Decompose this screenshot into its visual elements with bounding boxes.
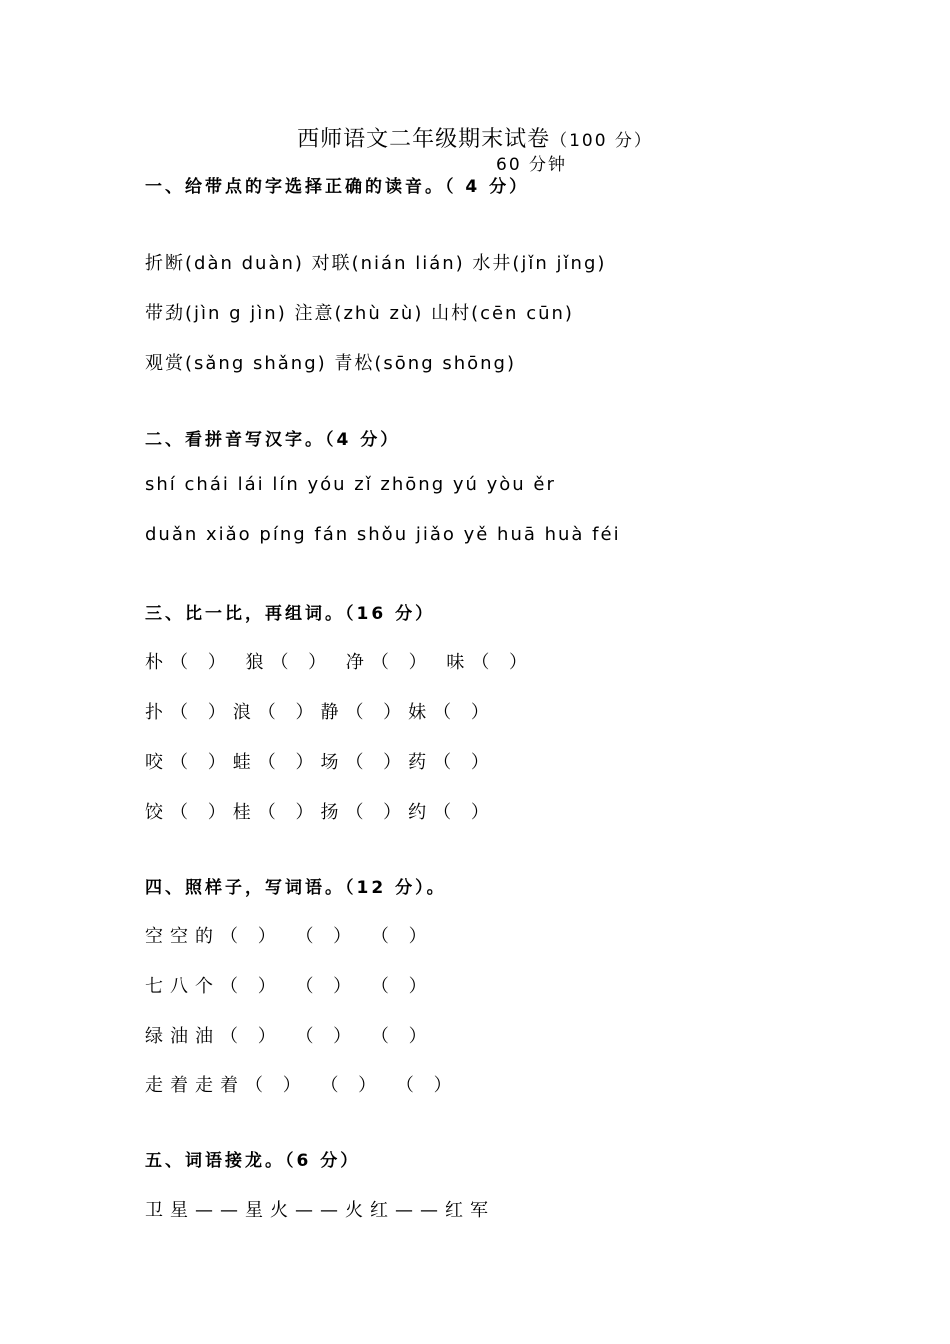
section-3-line-2: 扑（ ）浪（ ）静（ ）妹（ ）	[145, 702, 496, 723]
exam-duration: 60 分钟	[496, 155, 568, 175]
section-5-heading: 五、词语接龙。（6 分）	[145, 1151, 361, 1171]
section-1-line-2: 带劲(jìn g jìn) 注意(zhù zù) 山村(cēn cūn)	[145, 303, 574, 324]
section-2-line-2: duǎn xiǎo píng fán shǒu jiǎo yě huā huà féi	[145, 524, 621, 545]
section-4-line-2: 七八个（ ） （ ） （ ）	[145, 976, 434, 997]
section-4-line-1: 空空的（ ） （ ） （ ）	[145, 926, 434, 947]
section-3-line-3: 咬（ ）蛙（ ）场（ ）药（ ）	[145, 752, 496, 773]
title-main: 西师语文二年级期末试卷	[297, 127, 551, 152]
title-score: （100 分）	[550, 131, 653, 151]
section-4-line-3: 绿油油（ ） （ ） （ ）	[145, 1026, 434, 1047]
exam-title	[0, 122, 950, 153]
section-2-heading: 二、看拼音写汉字。（4 分）	[145, 430, 401, 450]
section-3-heading: 三、比一比，再组词。（16 分）	[145, 604, 436, 624]
section-1-line-3: 观赏(sǎng shǎng) 青松(sōng shōng)	[145, 353, 517, 374]
section-1-line-1: 折断(dàn duàn) 对联(nián lián) 水井(jǐn jǐng)	[145, 253, 607, 274]
section-3-line-4: 饺（ ）桂（ ）扬（ ）约（ ）	[145, 802, 496, 823]
section-4-line-4: 走着走着（ ） （ ） （ ）	[145, 1075, 459, 1096]
section-4-heading: 四、照样子，写词语。（12 分）。	[145, 878, 447, 898]
section-1-heading: 一、给带点的字选择正确的读音。（ 4 分）	[145, 177, 530, 197]
section-2-line-1: shí chái lái lín yóu zǐ zhōng yú yòu ěr	[145, 474, 556, 495]
section-5-line-1: 卫星——星火——火红——红军	[145, 1200, 495, 1221]
section-3-line-1: 朴（ ） 狼（ ） 净（ ） 味（ ）	[145, 652, 535, 673]
